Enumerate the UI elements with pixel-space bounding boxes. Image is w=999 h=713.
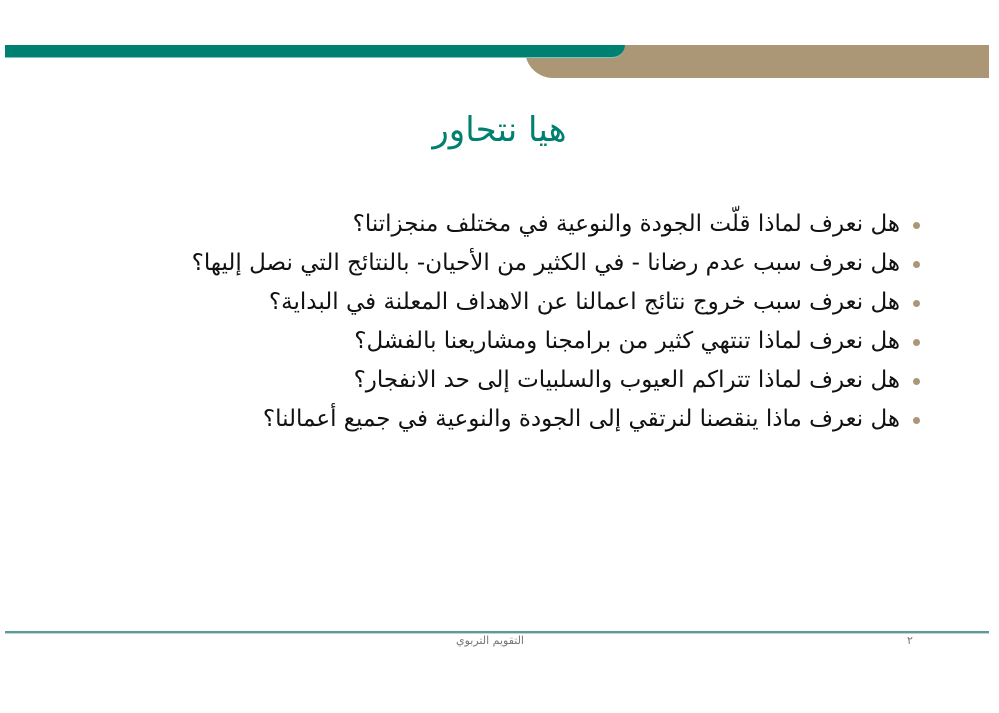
bullet-text: هل نعرف سبب خروج نتائج اعمالنا عن الاهداف المعلنة في البداية؟ (268, 289, 900, 315)
bullet-dot-icon (913, 378, 920, 385)
slide-title: هيا نتحاور (432, 110, 567, 150)
bullet-item (135, 327, 920, 356)
bullet-text: هل نعرف لماذا تنتهي كثير من برامجنا ومشاريعنا بالفشل؟ (354, 328, 900, 354)
bullet-dot-icon (913, 261, 920, 268)
bullet-dot-icon (913, 339, 920, 346)
bullet-list (135, 210, 920, 434)
page-number: ٢ (907, 634, 913, 647)
bullet-text: هل نعرف لماذا قلّت الجودة والنوعية في مختلف منجزاتنا؟ (352, 211, 900, 237)
slide-content (135, 210, 920, 444)
bullet-text: هل نعرف سبب عدم رضانا - في الكثير من الأحيان- بالنتائج التي نصل إليها؟ (191, 250, 900, 276)
teal-header-bar (5, 45, 625, 58)
bullet-dot-icon (913, 300, 920, 307)
bullet-item (135, 249, 920, 278)
header-decoration (0, 0, 999, 90)
bullet-dot-icon (913, 222, 920, 229)
bullet-text: هل نعرف ماذا ينقصنا لنرتقي إلى الجودة والنوعية في جميع أعمالنا؟ (262, 406, 900, 432)
bullet-item (135, 210, 920, 239)
bullet-dot-icon (913, 417, 920, 424)
bullet-item (135, 405, 920, 434)
bullet-item (135, 288, 920, 317)
footer-title: التقويم التربوي (455, 634, 524, 647)
bullet-text: هل نعرف لماذا تتراكم العيوب والسلبيات إلى حد الانفجار؟ (353, 367, 900, 393)
bullet-item (135, 366, 920, 395)
